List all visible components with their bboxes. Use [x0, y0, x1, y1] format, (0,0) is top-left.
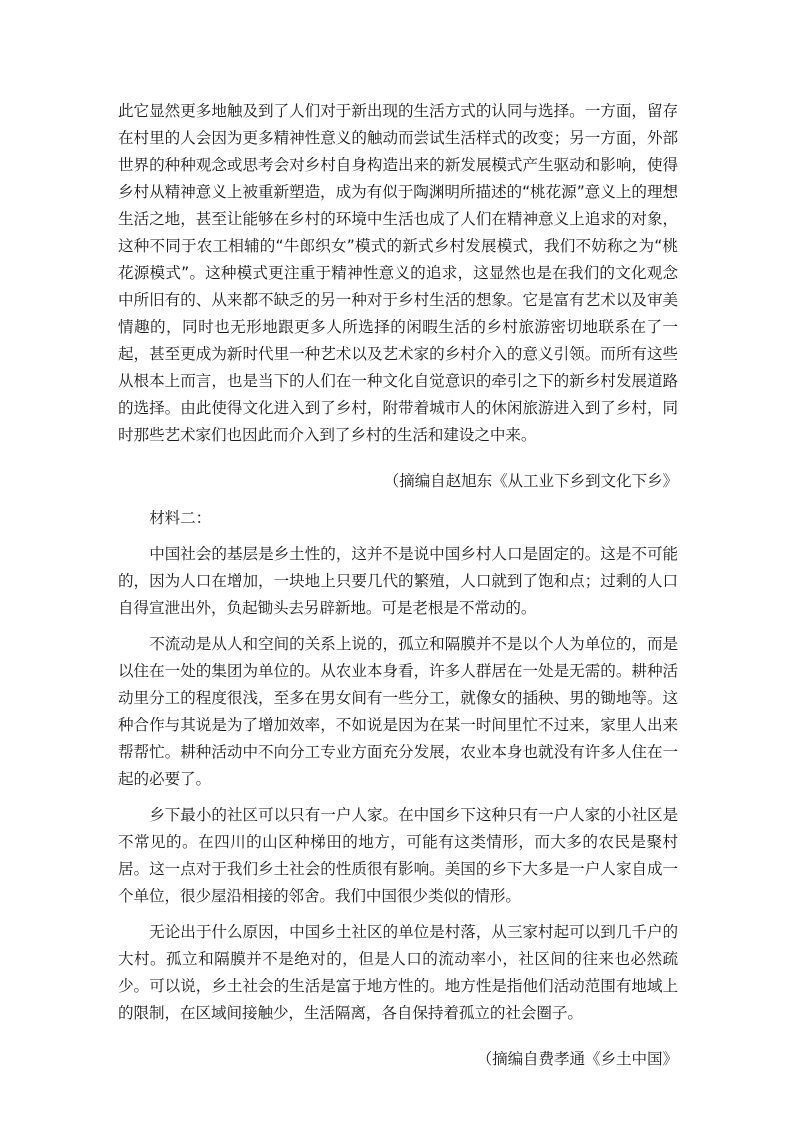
material-one-continuation: 此它显然更多地触及到了人们对于新出现的生活方式的认同与选择。一方面，留存在村里的人会因为更多精神性意义的触动而尝试生活样式的改变；另一方面，外部世界的种种观念或思考会对乡村自身构造出来的新发展模式产生驱动和影响，使得乡村从精神意义上被重新塑造，成为有似于陶渊明所描述的“桃花源”意义上的理想生活之地，甚至让能够在乡村的环境中生活也成了人们在精神意义上追求的对象，这种不同于农工相辅的“牛郎织女”模式的新式乡村发展模式，我们不妨称之为“桃花源模式”。这种模式更注重于精神性意义的追求，这显然也是在我们的文化观念中所旧有的、从来都不缺乏的另一种对于乡村生活的想象。它是富有艺术以及审美情趣的，同时也无形地跟更多人所选择的闲暇生活的乡村旅游密切地联系在了一起，甚至更成为新时代里一种艺术以及艺术家的乡村介入的意义引领。而所有这些从根本上而言，也是当下的人们在一种文化自觉意识的牵引之下的新乡村发展道路的选择。由此使得文化进入到了乡村，附带着城市人的休闲旅游进入到了乡村，同时那些艺术家们也因此而介入到了乡村的生活和建设之中来。	[118, 102, 678, 444]
material-two-heading: 材料二：	[149, 509, 212, 527]
material-two-paragraph: 不流动是从人和空间的关系上说的，孤立和隔膜并不是以个人为单位的，而是以住在一处的集团为单位的。从农业本身看，许多人群居在一处是无需的。耕种活动里分工的程度很浅，至多在男女间有一些分工，就像女的插秧、男的锄地等。这种合作与其说是为了增加效率，不如说是因为在某一时间里忙不过来，家里人出来帮帮忙。耕种活动中不向分工专业方面充分发展，农业本身也就没有许多人住在一起的必要了。	[118, 635, 678, 788]
material-two-paragraph: 无论出于什么原因，中国乡土社区的单位是村落，从三家村起可以到几千户的大村。孤立和隔膜并不是绝对的，但是人口的流动率小，社区间的往来也必然疏少。可以说，乡土社会的生活是富于地方性的。地方性是指他们活动范围有地域上的限制，在区域间接触少，生活隔离，各自保持着孤立的社会圈子。	[118, 923, 678, 1022]
material-two-paragraph: 乡下最小的社区可以只有一户人家。在中国乡下这种只有一户人家的小社区是不常见的。在四川的山区种梯田的地方，可能有这类情形，而大多的农民是聚村居。这一点对于我们乡土社会的性质很有影响。美国的乡下大多是一户人家自成一个单位，很少屋沿相接的邻舍。我们中国很少类似的情形。	[118, 806, 678, 905]
document-page	[118, 98, 678, 1083]
material-two-paragraph: 中国社会的基层是乡土性的，这并不是说中国乡村人口是固定的。这是不可能的，因为人口在增加，一块地上只要几代的繁殖，人口就到了饱和点；过剩的人口自得宣泄出外，负起锄头去另辟新地。可是老根是不常动的。	[118, 545, 678, 617]
material-two-source: （摘编自费孝通《乡土中国》	[476, 1050, 678, 1068]
material-one-source: （摘编自赵旭东《从工业下乡到文化下乡》	[383, 472, 678, 490]
